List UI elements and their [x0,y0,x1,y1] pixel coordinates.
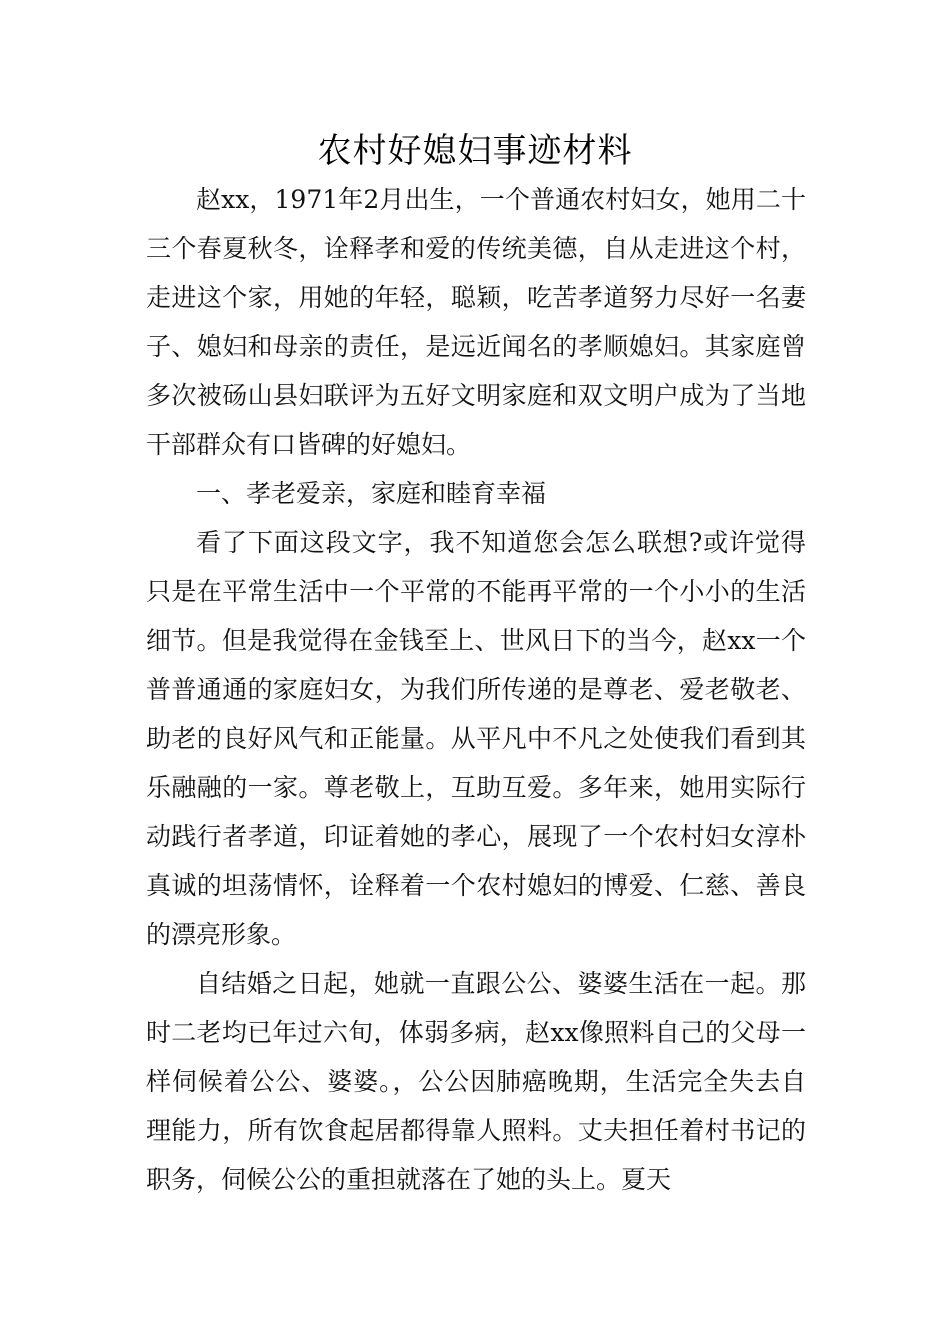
document-body [146,175,806,1204]
paragraph-intro: 赵xx，1971年2月出生，一个普通农村妇女，她用二十三个春夏秋冬，诠释孝和爱的传统美德，自从走进这个村，走进这个家，用她的年轻，聪颖，吃苦孝道努力尽好一名妻子、媳妇和母亲的责任，是远近闻名的孝顺媳妇。其家庭曾多次被砀山县妇联评为五好文明家庭和双文明户成为了当地干部群众有口皆碑的好媳妇。 [146,185,806,459]
document-title: 农村好媳妇事迹材料 [317,131,633,171]
section-heading: 一、孝老爱亲，家庭和睦育幸福 [196,479,547,508]
paragraph-filial: 看了下面这段文字，我不知道您会怎么联想?或许觉得只是在平常生活中一个平常的不能再平常的一个小小的生活细节。但是我觉得在金钱至上、世风日下的当今，赵xx一个普普通通的家庭妇女，为我们所传递的是尊老、爱老敬老、助老的良好风气和正能量。从平凡中不凡之处使我们看到其乐融融的一家。尊老敬上，互助互爱。多年来，她用实际行动践行者孝道，印证着她的孝心，展现了一个农村妇女淳朴真诚的坦荡情怀，诠释着一个农村媳妇的博爱、仁慈、善良的漂亮形象。 [146,528,806,949]
paragraph-marriage: 自结婚之日起，她就一直跟公公、婆婆生活在一起。那时二老均已年过六旬，体弱多病，赵xx像照料自己的父母一样伺候着公公、婆婆。，公公因肺癌晚期，生活完全失去自理能力，所有饮食起居都得靠人照料。丈夫担任着村书记的职务，伺候公公的重担就落在了她的头上。夏天 [146,969,806,1194]
